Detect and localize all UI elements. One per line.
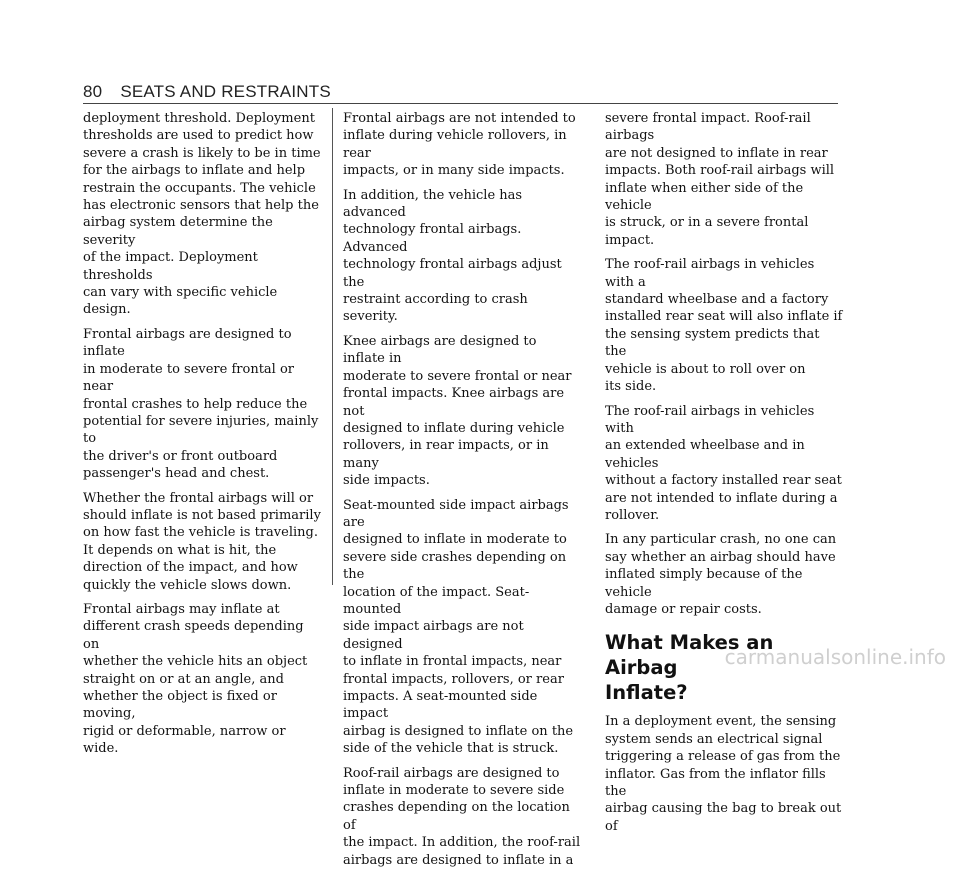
- watermark: carmanualsonline.info: [724, 645, 946, 669]
- paragraph: The roof-rail airbags in vehicles with a standard wheelbase and a factory installed rear seat will also inflate if the sensing system predicts that the vehicle is about to roll over on its side.: [605, 257, 843, 395]
- paragraph: In any particular crash, no one can say whether an airbag should have inflated simply because of the vehicle damage or repair costs.: [605, 532, 837, 617]
- text-column-1: [83, 110, 321, 765]
- paragraph: Frontal airbags are not intended to inflate during vehicle rollovers, in rear impacts, or in many side impacts.: [343, 111, 576, 179]
- paragraph: In addition, the vehicle has advanced technology frontal airbags. Advanced technology frontal airbags adjust the restraint according to crash severity.: [343, 187, 562, 325]
- text-column-2: [343, 110, 581, 876]
- paragraph: Frontal airbags are designed to inflate in moderate to severe frontal or near frontal crashes to help reduce the potential for severe injuries, mainly to the driver's or front outboard passenger's head and chest.: [83, 326, 319, 482]
- page-header: [83, 82, 331, 102]
- paragraph: In a deployment event, the sensing system sends an electrical signal triggering a release of gas from the inflator. Gas from the inflator fills the airbag causing the bag to break out of: [605, 714, 842, 834]
- column-divider: [332, 108, 333, 585]
- header-rule: [83, 103, 838, 104]
- paragraph: Seat-mounted side impact airbags are designed to inflate in moderate to severe side crashes depending on the location of the impact. Seat-mounted side impact airbags are not designed to inflate in frontal impacts, near frontal impacts, rollovers, or rear impacts. A seat-mounted side impact airbag is designed to inflate on the side of the vehicle that is struck.: [343, 497, 574, 757]
- paragraph: deployment threshold. Deployment thresholds are used to predict how severe a crash is likely to be in time for the airbags to inflate and help restrain the occupants. The vehicle has electronic sensors that help the airbag system determine the severity of the impact. Deployment thresholds can vary with specific vehicle design.: [83, 111, 321, 318]
- paragraph: Frontal airbags may inflate at different crash speeds depending on whether the vehicle hits an object straight on or at an angle, and whether the object is fixed or moving, rigid or deformable, narrow or wide.: [83, 601, 308, 757]
- paragraph: The roof-rail airbags in vehicles with an extended wheelbase and in vehicles without a factory installed rear seat are not intended to inflate during a rollover.: [605, 403, 842, 523]
- page-number: 80: [83, 82, 103, 101]
- text-column-3: [605, 110, 843, 842]
- paragraph: severe frontal impact. Roof-rail airbags are not designed to inflate in rear impacts. Both roof-rail airbags will inflate when either side of the vehicle is struck, or in a severe frontal impact.: [605, 111, 835, 248]
- paragraph: Knee airbags are designed to inflate in moderate to severe frontal or near frontal impacts. Knee airbags are not designed to inflate during vehicle rollovers, in rear impacts, or in many side impacts.: [343, 333, 572, 489]
- paragraph: Roof-rail airbags are designed to inflate in moderate to severe side crashes depending on the location of the impact. In addition, the roof-rail airbags are designed to inflate in a: [343, 765, 581, 868]
- section-title: SEATS AND RESTRAINTS: [120, 82, 331, 101]
- section-heading: What Makes an Airbag Inflate?: [605, 631, 774, 705]
- paragraph: Whether the frontal airbags will or should inflate is not based primarily on how fast the vehicle is traveling. It depends on what is hit, the direction of the impact, and how quickly the vehicle slows down.: [83, 490, 321, 593]
